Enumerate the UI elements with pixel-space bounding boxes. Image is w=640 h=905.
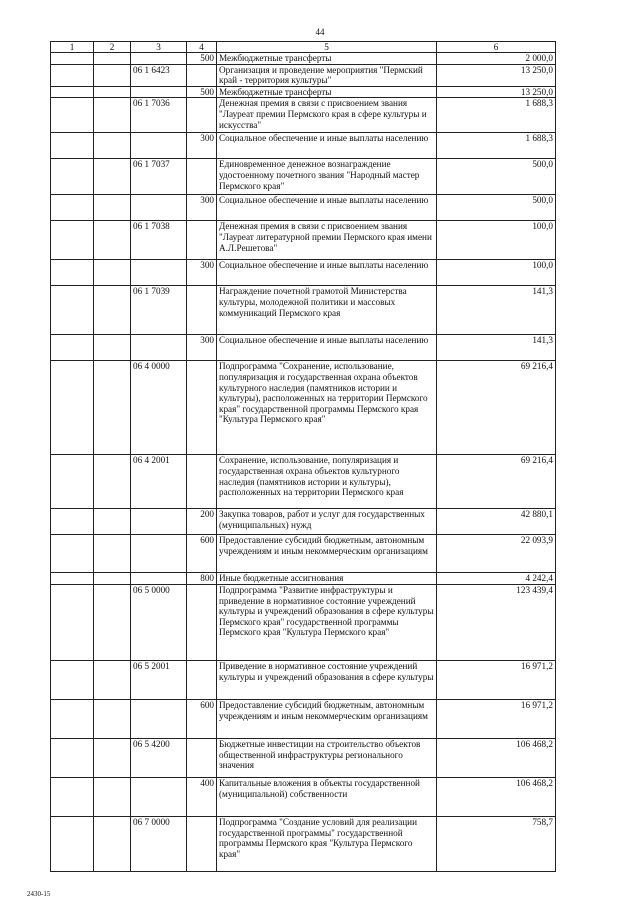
cell-col-1 [51, 777, 94, 816]
cell-amount: 22 093,9 [437, 535, 556, 573]
cell-description: Приведение в нормативное состояние учреждений культуры и учреждений образования в сфере культуры [217, 660, 437, 699]
cell-col-2 [94, 286, 131, 335]
cell-amount: 123 439,4 [437, 584, 556, 660]
cell-amount: 106 468,2 [437, 777, 556, 816]
column-header-2: 2 [94, 42, 131, 53]
cell-col-1 [51, 535, 94, 573]
table-row [51, 98, 556, 133]
column-header-row [51, 42, 556, 53]
table-row [51, 455, 556, 509]
cell-target-code [131, 335, 187, 361]
cell-description: Подпрограмма "Развитие инфраструктуры и приведение в нормативное состояние учреждений культуры и учреждений образования в сфере культуры Пермского края" государственной программы Пермского края "Культура Пермского края" [217, 584, 437, 660]
cell-expense-type [187, 738, 217, 777]
table-row [51, 260, 556, 286]
column-header-5: 5 [217, 42, 437, 53]
cell-description: Иные бюджетные ассигнования [217, 573, 437, 585]
table-row [51, 816, 556, 871]
cell-expense-type [187, 455, 217, 509]
cell-amount: 16 971,2 [437, 699, 556, 738]
cell-target-code [131, 535, 187, 573]
table-row [51, 699, 556, 738]
cell-target-code [131, 777, 187, 816]
cell-description: Закупка товаров, работ и услуг для государственных (муниципальных) нужд [217, 509, 437, 535]
cell-amount: 100,0 [437, 260, 556, 286]
table-row [51, 509, 556, 535]
cell-expense-type [187, 221, 217, 260]
cell-col-2 [94, 573, 131, 585]
cell-col-2 [94, 699, 131, 738]
table-row [51, 777, 556, 816]
cell-description: Единовременное денежное вознаграждение удостоенному почетного звания "Народный мастер Пермского края" [217, 159, 437, 195]
cell-col-2 [94, 584, 131, 660]
cell-col-2 [94, 738, 131, 777]
table-row [51, 335, 556, 361]
cell-description: Сохранение, использование, популяризация и государственная охрана объектов культурного наследия (памятников истории и культуры), расположенных на территории Пермского края [217, 455, 437, 509]
cell-amount: 69 216,4 [437, 361, 556, 455]
table-row [51, 159, 556, 195]
cell-target-code: 06 7 0000 [131, 816, 187, 871]
table-row [51, 584, 556, 660]
table-row [51, 64, 556, 86]
cell-col-2 [94, 260, 131, 286]
cell-expense-type: 300 [187, 133, 217, 159]
cell-target-code: 06 1 7037 [131, 159, 187, 195]
cell-target-code: 06 1 7036 [131, 98, 187, 133]
cell-description: Подпрограмма "Сохранение, использование, популяризация и государственная охрана объектов культурного наследия (памятников истории и культуры), расположенных на территории Пермского края" государственной программы Пермского края "Культура Пермского края" [217, 361, 437, 455]
table-row [51, 573, 556, 585]
cell-description: Межбюджетные трансферты [217, 86, 437, 98]
cell-col-2 [94, 777, 131, 816]
cell-expense-type: 200 [187, 509, 217, 535]
cell-description: Социальное обеспечение и иные выплаты населению [217, 335, 437, 361]
cell-description: Денежная премия в связи с присвоением звания "Лауреат литературной премии Пермского края имени А.Л.Решетова" [217, 221, 437, 260]
cell-col-1 [51, 159, 94, 195]
cell-target-code: 06 5 0000 [131, 584, 187, 660]
cell-amount: 500,0 [437, 159, 556, 195]
cell-target-code: 06 1 7039 [131, 286, 187, 335]
cell-description: Предоставление субсидий бюджетным, автономным учреждениям и иным некоммерческим организациям [217, 699, 437, 738]
cell-col-1 [51, 260, 94, 286]
cell-col-1 [51, 584, 94, 660]
cell-col-1 [51, 195, 94, 221]
column-header-1: 1 [51, 42, 94, 53]
column-header-3: 3 [131, 42, 187, 53]
cell-description: Подпрограмма "Создание условий для реализации государственной программы" государственной программы Пермского края "Культура Пермского края" [217, 816, 437, 871]
cell-amount: 1 688,3 [437, 133, 556, 159]
cell-expense-type: 400 [187, 777, 217, 816]
cell-expense-type [187, 584, 217, 660]
cell-col-2 [94, 159, 131, 195]
column-header-4: 4 [187, 42, 217, 53]
cell-expense-type: 500 [187, 86, 217, 98]
cell-description: Социальное обеспечение и иные выплаты населению [217, 195, 437, 221]
cell-description: Социальное обеспечение и иные выплаты населению [217, 260, 437, 286]
column-header-6: 6 [437, 42, 556, 53]
cell-col-1 [51, 699, 94, 738]
cell-col-2 [94, 64, 131, 86]
cell-target-code [131, 260, 187, 286]
cell-amount: 2 000,0 [437, 53, 556, 65]
cell-col-1 [51, 86, 94, 98]
cell-expense-type [187, 286, 217, 335]
cell-col-1 [51, 53, 94, 65]
cell-target-code: 06 1 6423 [131, 64, 187, 86]
cell-col-2 [94, 133, 131, 159]
cell-target-code [131, 53, 187, 65]
cell-col-1 [51, 738, 94, 777]
table-row [51, 195, 556, 221]
cell-col-1 [51, 509, 94, 535]
cell-target-code [131, 509, 187, 535]
cell-target-code: 06 4 0000 [131, 361, 187, 455]
cell-col-2 [94, 509, 131, 535]
cell-col-1 [51, 573, 94, 585]
cell-target-code: 06 5 4200 [131, 738, 187, 777]
cell-col-1 [51, 286, 94, 335]
cell-description: Предоставление субсидий бюджетным, автономным учреждениям и иным некоммерческим организациям [217, 535, 437, 573]
cell-col-1 [51, 221, 94, 260]
cell-expense-type [187, 64, 217, 86]
cell-col-2 [94, 660, 131, 699]
cell-col-2 [94, 195, 131, 221]
cell-col-2 [94, 221, 131, 260]
cell-col-1 [51, 335, 94, 361]
cell-expense-type: 300 [187, 260, 217, 286]
cell-col-1 [51, 361, 94, 455]
cell-target-code: 06 1 7038 [131, 221, 187, 260]
cell-expense-type: 600 [187, 699, 217, 738]
table-row [51, 738, 556, 777]
footer-code: 2430-15 [27, 890, 51, 898]
cell-expense-type [187, 660, 217, 699]
cell-target-code [131, 699, 187, 738]
cell-expense-type [187, 98, 217, 133]
cell-amount: 42 880,1 [437, 509, 556, 535]
cell-expense-type: 300 [187, 195, 217, 221]
cell-amount: 141,3 [437, 335, 556, 361]
cell-col-1 [51, 98, 94, 133]
cell-amount: 1 688,3 [437, 98, 556, 133]
cell-col-2 [94, 816, 131, 871]
table-row [51, 53, 556, 65]
cell-amount: 106 468,2 [437, 738, 556, 777]
cell-expense-type: 600 [187, 535, 217, 573]
cell-expense-type: 800 [187, 573, 217, 585]
page-number: 44 [315, 27, 325, 37]
cell-target-code [131, 86, 187, 98]
cell-col-2 [94, 86, 131, 98]
cell-amount: 4 242,4 [437, 573, 556, 585]
cell-description: Социальное обеспечение и иные выплаты населению [217, 133, 437, 159]
cell-expense-type: 500 [187, 53, 217, 65]
cell-col-1 [51, 660, 94, 699]
cell-description: Бюджетные инвестиции на строительство объектов общественной инфраструктуры регионального значения [217, 738, 437, 777]
cell-expense-type [187, 361, 217, 455]
cell-col-1 [51, 64, 94, 86]
cell-col-1 [51, 816, 94, 871]
cell-amount: 500,0 [437, 195, 556, 221]
cell-col-2 [94, 361, 131, 455]
cell-col-2 [94, 335, 131, 361]
cell-description: Капитальные вложения в объекты государственной (муниципальной) собственности [217, 777, 437, 816]
cell-description: Организация и проведение мероприятия "Пермский край - территория культуры" [217, 64, 437, 86]
cell-target-code [131, 195, 187, 221]
table-row [51, 221, 556, 260]
cell-target-code [131, 573, 187, 585]
cell-amount: 13 250,0 [437, 64, 556, 86]
cell-col-1 [51, 455, 94, 509]
table-body [51, 53, 556, 872]
cell-amount: 69 216,4 [437, 455, 556, 509]
cell-col-1 [51, 133, 94, 159]
cell-amount: 100,0 [437, 221, 556, 260]
cell-col-2 [94, 535, 131, 573]
table-row [51, 86, 556, 98]
table-row [51, 133, 556, 159]
cell-expense-type [187, 816, 217, 871]
cell-amount: 141,3 [437, 286, 556, 335]
cell-col-2 [94, 98, 131, 133]
cell-description: Денежная премия в связи с присвоением звания "Лауреат премии Пермского края в сфере культуры и искусства" [217, 98, 437, 133]
cell-description: Межбюджетные трансферты [217, 53, 437, 65]
cell-target-code: 06 4 2001 [131, 455, 187, 509]
cell-expense-type: 300 [187, 335, 217, 361]
cell-amount: 758,7 [437, 816, 556, 871]
cell-target-code: 06 5 2001 [131, 660, 187, 699]
table-row [51, 361, 556, 455]
cell-col-2 [94, 455, 131, 509]
cell-target-code [131, 133, 187, 159]
cell-col-2 [94, 53, 131, 65]
cell-amount: 16 971,2 [437, 660, 556, 699]
cell-description: Награждение почетной грамотой Министерства культуры, молодежной политики и массовых коммуникаций Пермского края [217, 286, 437, 335]
table-row [51, 535, 556, 573]
cell-expense-type [187, 159, 217, 195]
budget-table [50, 41, 556, 872]
cell-amount: 13 250,0 [437, 86, 556, 98]
table-row [51, 286, 556, 335]
table-row [51, 660, 556, 699]
